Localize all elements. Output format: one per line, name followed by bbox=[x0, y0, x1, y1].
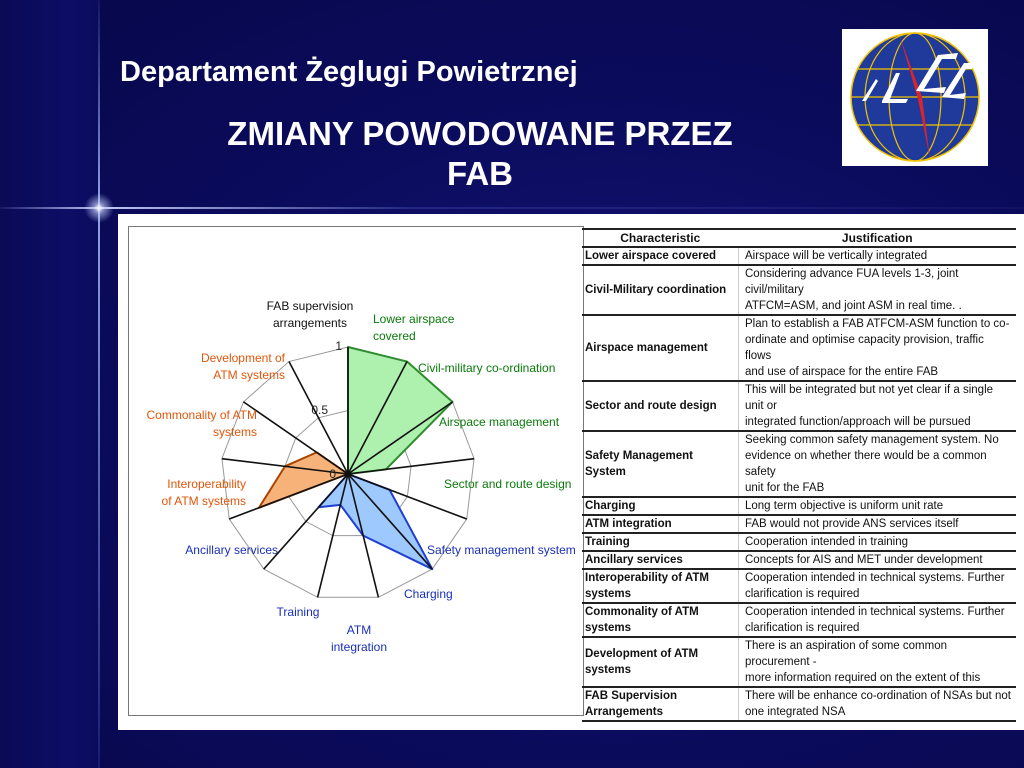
table-row bbox=[582, 247, 1016, 265]
characteristic-line: systems bbox=[585, 588, 632, 600]
table-row bbox=[582, 603, 1016, 637]
table-row bbox=[582, 381, 1016, 431]
left-band bbox=[0, 0, 98, 768]
ulc-logo-icon bbox=[842, 29, 988, 166]
table-row bbox=[582, 533, 1016, 551]
justification-line: Cooperation intended in training bbox=[745, 536, 909, 548]
characteristic-line: Training bbox=[585, 536, 630, 548]
characteristic-line: Ancillary services bbox=[585, 554, 683, 566]
radar-axis-label: covered bbox=[373, 329, 416, 343]
cell-characteristic bbox=[582, 603, 739, 637]
radar-scale-label: 1 bbox=[335, 339, 342, 353]
characteristic-line: systems bbox=[585, 622, 632, 634]
characteristic-line: Arrangements bbox=[585, 706, 663, 718]
justification-line: Cooperation intended in technical systems. Further bbox=[745, 572, 1005, 584]
justification-line: clarification is required bbox=[745, 622, 860, 634]
radar-axis-label: Safety management system bbox=[427, 543, 576, 557]
cell-justification bbox=[739, 247, 1017, 265]
radar-axis-label: Commonality of ATM bbox=[146, 408, 257, 422]
slide-title bbox=[120, 114, 840, 194]
table-row bbox=[582, 497, 1016, 515]
cell-justification bbox=[739, 637, 1017, 687]
characteristic-line: systems bbox=[585, 664, 632, 676]
radar-axis-label: Interoperability bbox=[167, 477, 246, 491]
justification-line: integrated function/approach will be pursued bbox=[745, 416, 971, 428]
justification-line: Airspace will be vertically integrated bbox=[745, 250, 928, 262]
cell-characteristic bbox=[582, 247, 739, 265]
radar-axis-label: Civil-military co-ordination bbox=[418, 361, 556, 375]
characteristic-line: FAB Supervision bbox=[585, 690, 678, 702]
radar-axis-label: Lower airspace bbox=[373, 312, 455, 326]
cell-characteristic bbox=[582, 315, 739, 381]
header-justification: Justification bbox=[739, 229, 1017, 247]
decorative-vertical-line bbox=[98, 0, 100, 768]
justification-line: There will be enhance co-ordination of NSAs but not bbox=[745, 690, 1011, 702]
cell-characteristic bbox=[582, 533, 739, 551]
radar-axis-label: Development of bbox=[200, 351, 285, 365]
justification-line: clarification is required bbox=[745, 588, 860, 600]
radar-scale-label: 0 bbox=[329, 467, 336, 481]
table-row bbox=[582, 431, 1016, 497]
cell-characteristic bbox=[582, 687, 739, 721]
slide-title-line-2: FAB bbox=[447, 155, 513, 192]
cell-justification bbox=[739, 497, 1017, 515]
cell-characteristic bbox=[582, 551, 739, 569]
characteristic-line: Safety Management System bbox=[585, 450, 694, 478]
table-row bbox=[582, 315, 1016, 381]
justification-line: Plan to establish a FAB ATFCM-ASM function to co- bbox=[745, 318, 1010, 330]
cell-justification bbox=[739, 603, 1017, 637]
table-row bbox=[582, 265, 1016, 315]
characteristic-line: Sector and route design bbox=[585, 400, 717, 412]
characteristic-line: Development of ATM bbox=[585, 648, 699, 660]
justification-table bbox=[582, 228, 1016, 722]
table-row bbox=[582, 637, 1016, 687]
radar-axis-label: Ancillary services bbox=[185, 543, 278, 557]
cell-characteristic bbox=[582, 431, 739, 497]
cell-justification bbox=[739, 431, 1017, 497]
radar-axis-label: FAB supervision bbox=[266, 299, 354, 313]
radar-axis-label: ATM systems bbox=[213, 368, 285, 382]
cell-characteristic bbox=[582, 515, 739, 533]
justification-line: ordinate and optimise capacity provision, traffic flows bbox=[745, 334, 984, 362]
characteristic-line: Airspace management bbox=[585, 342, 708, 354]
justification-line: ATFCM=ASM, and joint ASM in real time. . bbox=[745, 300, 962, 312]
cell-justification bbox=[739, 381, 1017, 431]
justification-line: unit for the FAB bbox=[745, 482, 825, 494]
justification-line: FAB would not provide ANS services itself bbox=[745, 518, 959, 530]
cell-characteristic bbox=[582, 381, 739, 431]
cell-justification bbox=[739, 515, 1017, 533]
radar-axis-label: Airspace management bbox=[439, 415, 560, 429]
sparkle-decoration bbox=[84, 193, 114, 223]
cell-characteristic bbox=[582, 265, 739, 315]
table-row bbox=[582, 551, 1016, 569]
table-header-row bbox=[582, 229, 1016, 247]
characteristic-line: Interoperability of ATM bbox=[585, 572, 709, 584]
justification-line: Cooperation intended in technical systems. Further bbox=[745, 606, 1005, 618]
table-row bbox=[582, 515, 1016, 533]
slide-title-line-1: ZMIANY POWODOWANE PRZEZ bbox=[227, 115, 733, 152]
radar-scale-label: 0.5 bbox=[311, 403, 328, 417]
justification-line: and use of airspace for the entire FAB bbox=[745, 366, 939, 378]
justification-line: Seeking common safety management system. No bbox=[745, 434, 999, 446]
radar-axis-label: Charging bbox=[404, 587, 453, 601]
radar-axis-label: integration bbox=[330, 640, 388, 654]
radar-axis-label: ATM bbox=[346, 623, 372, 637]
cell-justification bbox=[739, 265, 1017, 315]
header-characteristic: Characteristic bbox=[582, 229, 739, 247]
justification-line: more information required on the extent of this bbox=[745, 672, 981, 684]
radar-chart bbox=[128, 226, 584, 716]
characteristic-line: Commonality of ATM bbox=[585, 606, 699, 618]
justification-line: Considering advance FUA levels 1-3, joint civil/military bbox=[745, 268, 959, 296]
table-row bbox=[582, 687, 1016, 721]
cell-characteristic bbox=[582, 497, 739, 515]
cell-justification bbox=[739, 315, 1017, 381]
justification-line: evidence on whether there would be a common safety bbox=[745, 450, 987, 478]
justification-line: There is an aspiration of some common procurement - bbox=[745, 640, 947, 668]
table-row bbox=[582, 569, 1016, 603]
characteristic-line: Civil-Military coordination bbox=[585, 284, 727, 296]
characteristic-line: ATM integration bbox=[585, 518, 672, 530]
department-title: Departament Żeglugi Powietrznej bbox=[120, 56, 578, 88]
cell-justification bbox=[739, 687, 1017, 721]
radar-axis-label: systems bbox=[212, 425, 257, 439]
radar-axis-label: Training bbox=[276, 605, 320, 619]
characteristic-line: Charging bbox=[585, 500, 636, 512]
justification-line: Concepts for AIS and MET under development bbox=[745, 554, 983, 566]
cell-justification bbox=[739, 533, 1017, 551]
radar-axis-label: of ATM systems bbox=[161, 494, 246, 508]
characteristic-line: Lower airspace covered bbox=[585, 250, 717, 262]
radar-axis-label: Sector and route design bbox=[444, 477, 572, 491]
justification-line: This will be integrated but not yet clear if a single unit or bbox=[745, 384, 994, 412]
justification-table-wrap bbox=[582, 228, 1016, 716]
radar-axis-label: arrangements bbox=[272, 316, 348, 330]
justification-line: one integrated NSA bbox=[745, 706, 846, 718]
cell-justification bbox=[739, 551, 1017, 569]
justification-line: Long term objective is uniform unit rate bbox=[745, 500, 944, 512]
cell-characteristic bbox=[582, 637, 739, 687]
decorative-horizontal-line bbox=[0, 207, 1024, 209]
cell-justification bbox=[739, 569, 1017, 603]
cell-characteristic bbox=[582, 569, 739, 603]
